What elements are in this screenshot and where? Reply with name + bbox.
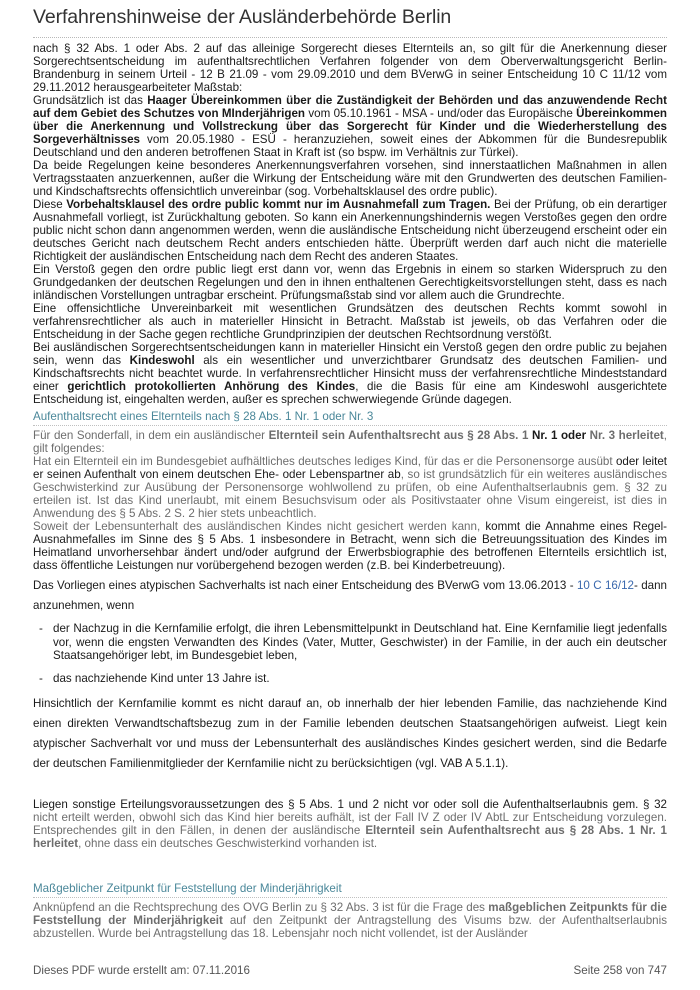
section-heading: Maßgeblicher Zeitpunkt für Feststellung der Minderjährigkeit (33, 882, 667, 898)
paragraph: Liegen sonstige Erteilungsvoraussetzungen des § 5 Abs. 1 und 2 nicht vor oder soll die Aufenthaltserlaubnis gem. § 32 nicht erteilt werden, obwohl sich das Kind hier bereits aufhält, ist der Fall IV Z oder IV AbtL zur Entscheidung vorzulegen. Entsprechendes gilt in den Fällen, in denen der ausländische Elternteil sein Aufenthaltsrecht aus § 28 Abs. 1 Nr. 1 herleitet, ohne dass ein deutsches Geschwisterkind vorhanden ist. (33, 798, 668, 850)
paragraph: Hinsichtlich der Kernfamilie kommt es nicht darauf an, ob innerhalb der hier lebenden Familie, das nachziehende Kind einen direkten Verwandtschaftsbezug zum in der Familie lebenden deutschen Staatsangehörigen aufweist. Liegt kein atypischer Sachverhalt vor und muss der Lebensunterhalt des ausländisches Kindes gesichert werden, sind die Bedarfe der deutschen Familienmitglieder der Kernfamilie nicht zu berücksichtigen (vgl. VAB A 5.1.1). (33, 697, 667, 770)
paragraph: Da beide Regelungen keine besonderes Anerkennungsverfahren vorsehen, sind innerstaatlichen Maßnahmen in allen Vertragsstaaten anzuerkennen, außer die Wirkung der Entscheidung wäre mit den Grundwerten des deutschen Familien- und Kindschaftsrechts offensichtlich unvereinbar (sog. Vorbehaltsklausel des ordre public). (33, 159, 667, 198)
creation-date: Dieses PDF wurde erstellt am: 07.11.2016 (33, 964, 250, 977)
paragraph: Eine offensichtliche Unvereinbarkeit mit wesentlichen Grundsätzen des deutschen Rechts kommt sowohl in verfahrensrechtlicher als auch in materieller Hinsicht in Betracht. Maßstab ist jeweils, ob das Verfahren oder die Entscheidung in der Sache gegen rechtliche Grundprinzipien der deutschen Rechtsordnung verstößt. (33, 302, 667, 341)
paragraph: Anknüpfend an die Rechtsprechung des OVG Berlin zu § 32 Abs. 3 ist für die Frage des maßgeblichen Zeitpunkts für die Feststellung der Minderjährigkeit auf den Zeitpunkt der Antragstellung des Visums bzw. der Aufenthaltserlaubnis abzustellen. Wurde bei Antragstellung das 18. Lebensjahr noch nicht vollendet, ist der Ausländer (33, 901, 667, 940)
list-item: - der Nachzug in die Kernfamilie erfolgt, die ihren Lebensmittelpunkt in Deutschland hat. Eine Kernfamilie liegt jedenfalls vor, wenn die engsten Verwandten des Kindes (Vater, Mutter, Geschwister) in der Familie, in der auch ein deutscher Staatsangehöriger lebt, im Bundesgebiet leben, (33, 622, 667, 663)
section-heading: Aufenthaltsrecht eines Elternteils nach § 28 Abs. 1 Nr. 1 oder Nr. 3 (33, 410, 667, 426)
page-number: Seite 258 von 747 (573, 964, 667, 977)
paragraph: nach § 32 Abs. 1 oder Abs. 2 auf das alleinige Sorgerecht dieses Elternteils an, so gilt für die Anerkennung dieser Sorgerechtsentscheidung im aufenthaltsrechtlichen Verfahren folgender von dem Oberverwaltungsgericht Berlin-Brandenburg in seinem Urteil - 12 B 21.09 - vom 29.09.2010 und dem BVerwG in seiner Entscheidung 10 C 11/12 vom 29.11.2012 herausgearbeiteter Maßstab: (33, 42, 667, 94)
condition-list (33, 622, 667, 685)
paragraph: Für den Sonderfall, in dem ein ausländischer Elternteil sein Aufenthaltsrecht aus § 28 Abs. 1 Nr. 1 oder Nr. 3 herleitet, gilt folgendes: (33, 429, 667, 455)
list-item: - das nachziehende Kind unter 13 Jahre ist. (33, 672, 667, 686)
paragraph: Diese Vorbehaltsklausel des ordre public kommt nur im Ausnahmefall zum Tragen. Bei der Prüfung, ob ein derartiger Ausnahmefall vorliegt, ist Zurückhaltung geboten. So kann ein Anerkennungshindernis wegen Verstoßes gegen den ordre public nicht schon dann angenommen werden, wenn die ausländische Entscheidung nicht überzeugend erscheint oder ein deutsches Gericht nach deutschem Recht anders entschieden hätte. Überprüft werden darf auch nicht die materielle Richtigkeit der ausländischen Entscheidung nach dem Recht des anderen Staates. (33, 198, 667, 263)
page-title: Verfahrenshinweise der Ausländerbehörde Berlin (33, 6, 452, 28)
document-body (33, 42, 667, 940)
paragraph: Hat ein Elternteil ein im Bundesgebiet aufhältliches deutsches lediges Kind, für das er die Personensorge ausübt oder leitet er seinen Aufenthalt von einem deutschen Ehe- oder Lebenspartner ab, so ist grundsätzlich für ein weiteres ausländisches Geschwisterkind zur Ausübung der Personensorge wohlwollend zu prüfen, ob eine Aufenthaltserlaubnis gem. § 32 zu erteilen ist. Ist das Kind unerlaubt, mit einem Besuchsvisum oder als Positivstaater ohne Visum eingereist, ist dies in Anwendung des § 5 Abs. 2 S. 2 hier stets unbeachtlich. (33, 455, 667, 520)
paragraph: Bei ausländischen Sorgerechtsentscheidungen kann in materieller Hinsicht ein Verstoß gegen den ordre public zu bejahen sein, wenn das Kindeswohl als ein wesentlicher und unverzichtbarer Grundsatz des deutschen Familien- und Kindschaftsrechts nicht beachtet wurde. In verfahrensrechtlicher Hinsicht muss der verfahrensrechtliche Mindeststandard einer gerichtlich protokollierten Anhörung des Kindes, die die Basis für eine am Kindeswohl ausgerichtete Entscheidung ist, eingehalten werden, außer es sprechen schwerwiegende Gründe dagegen. (33, 341, 668, 406)
page-header (33, 6, 667, 39)
paragraph: Soweit der Lebensunterhalt des ausländischen Kindes nicht gesichert werden kann, kommt die Annahme eines Regel-Ausnahmefalles im Sinne des § 5 Abs. 1 insbesondere in Betracht, wenn sich die Betreuungssituation des Kindes im Heimatland unvorhersehbar ändert und/oder aufgrund der Erwerbsbiographie des betroffenen Elternteils ersichtlich ist, dass öffentliche Leistungen nur vorübergehend bezogen werden (z.B. bei Kinderbetreuung). (33, 520, 668, 572)
page-footer (33, 964, 667, 977)
decision-link[interactable]: 10 C 16/12 (576, 579, 634, 592)
header-divider (33, 37, 667, 39)
paragraph: Grundsätzlich ist das Haager Übereinkommen über die Zuständigkeit der Behörden und das anzuwendende Recht auf dem Gebiet des Schutzes von MInderjährigen vom 05.10.1961 - MSA - und/oder das Europäische Übereinkommen über die Anerkennung und Vollstreckung über das Sorgerecht für Kinder und die Wiederherstellung des Sorgeverhältnisses vom 20.05.1980 - ESÜ - heranzuziehen, soweit eines der Abkommen für die Bundesrepublik Deutschland und den anderen betroffenen Staat in Kraft ist (so bspw. im Verhältnis zur Türkei). (33, 94, 667, 159)
paragraph: Ein Verstoß gegen den ordre public liegt erst dann vor, wenn das Ergebnis in einem so starken Widerspruch zu den Grundgedanken der deutschen Regelungen und den in ihnen enthaltenen Gerechtigkeitsvorstellungen steht, dass es nach inländischen Vorstellungen untragbar erscheint. Prüfungsmaßstab sind vor allem auch die Grundrechte. (33, 263, 667, 302)
paragraph: Das Vorliegen eines atypischen Sachverhalts ist nach einer Entscheidung des BVerwG vom 13.06.2013 - 10 C 16/12- dann anzunehmen, wenn (33, 579, 667, 612)
